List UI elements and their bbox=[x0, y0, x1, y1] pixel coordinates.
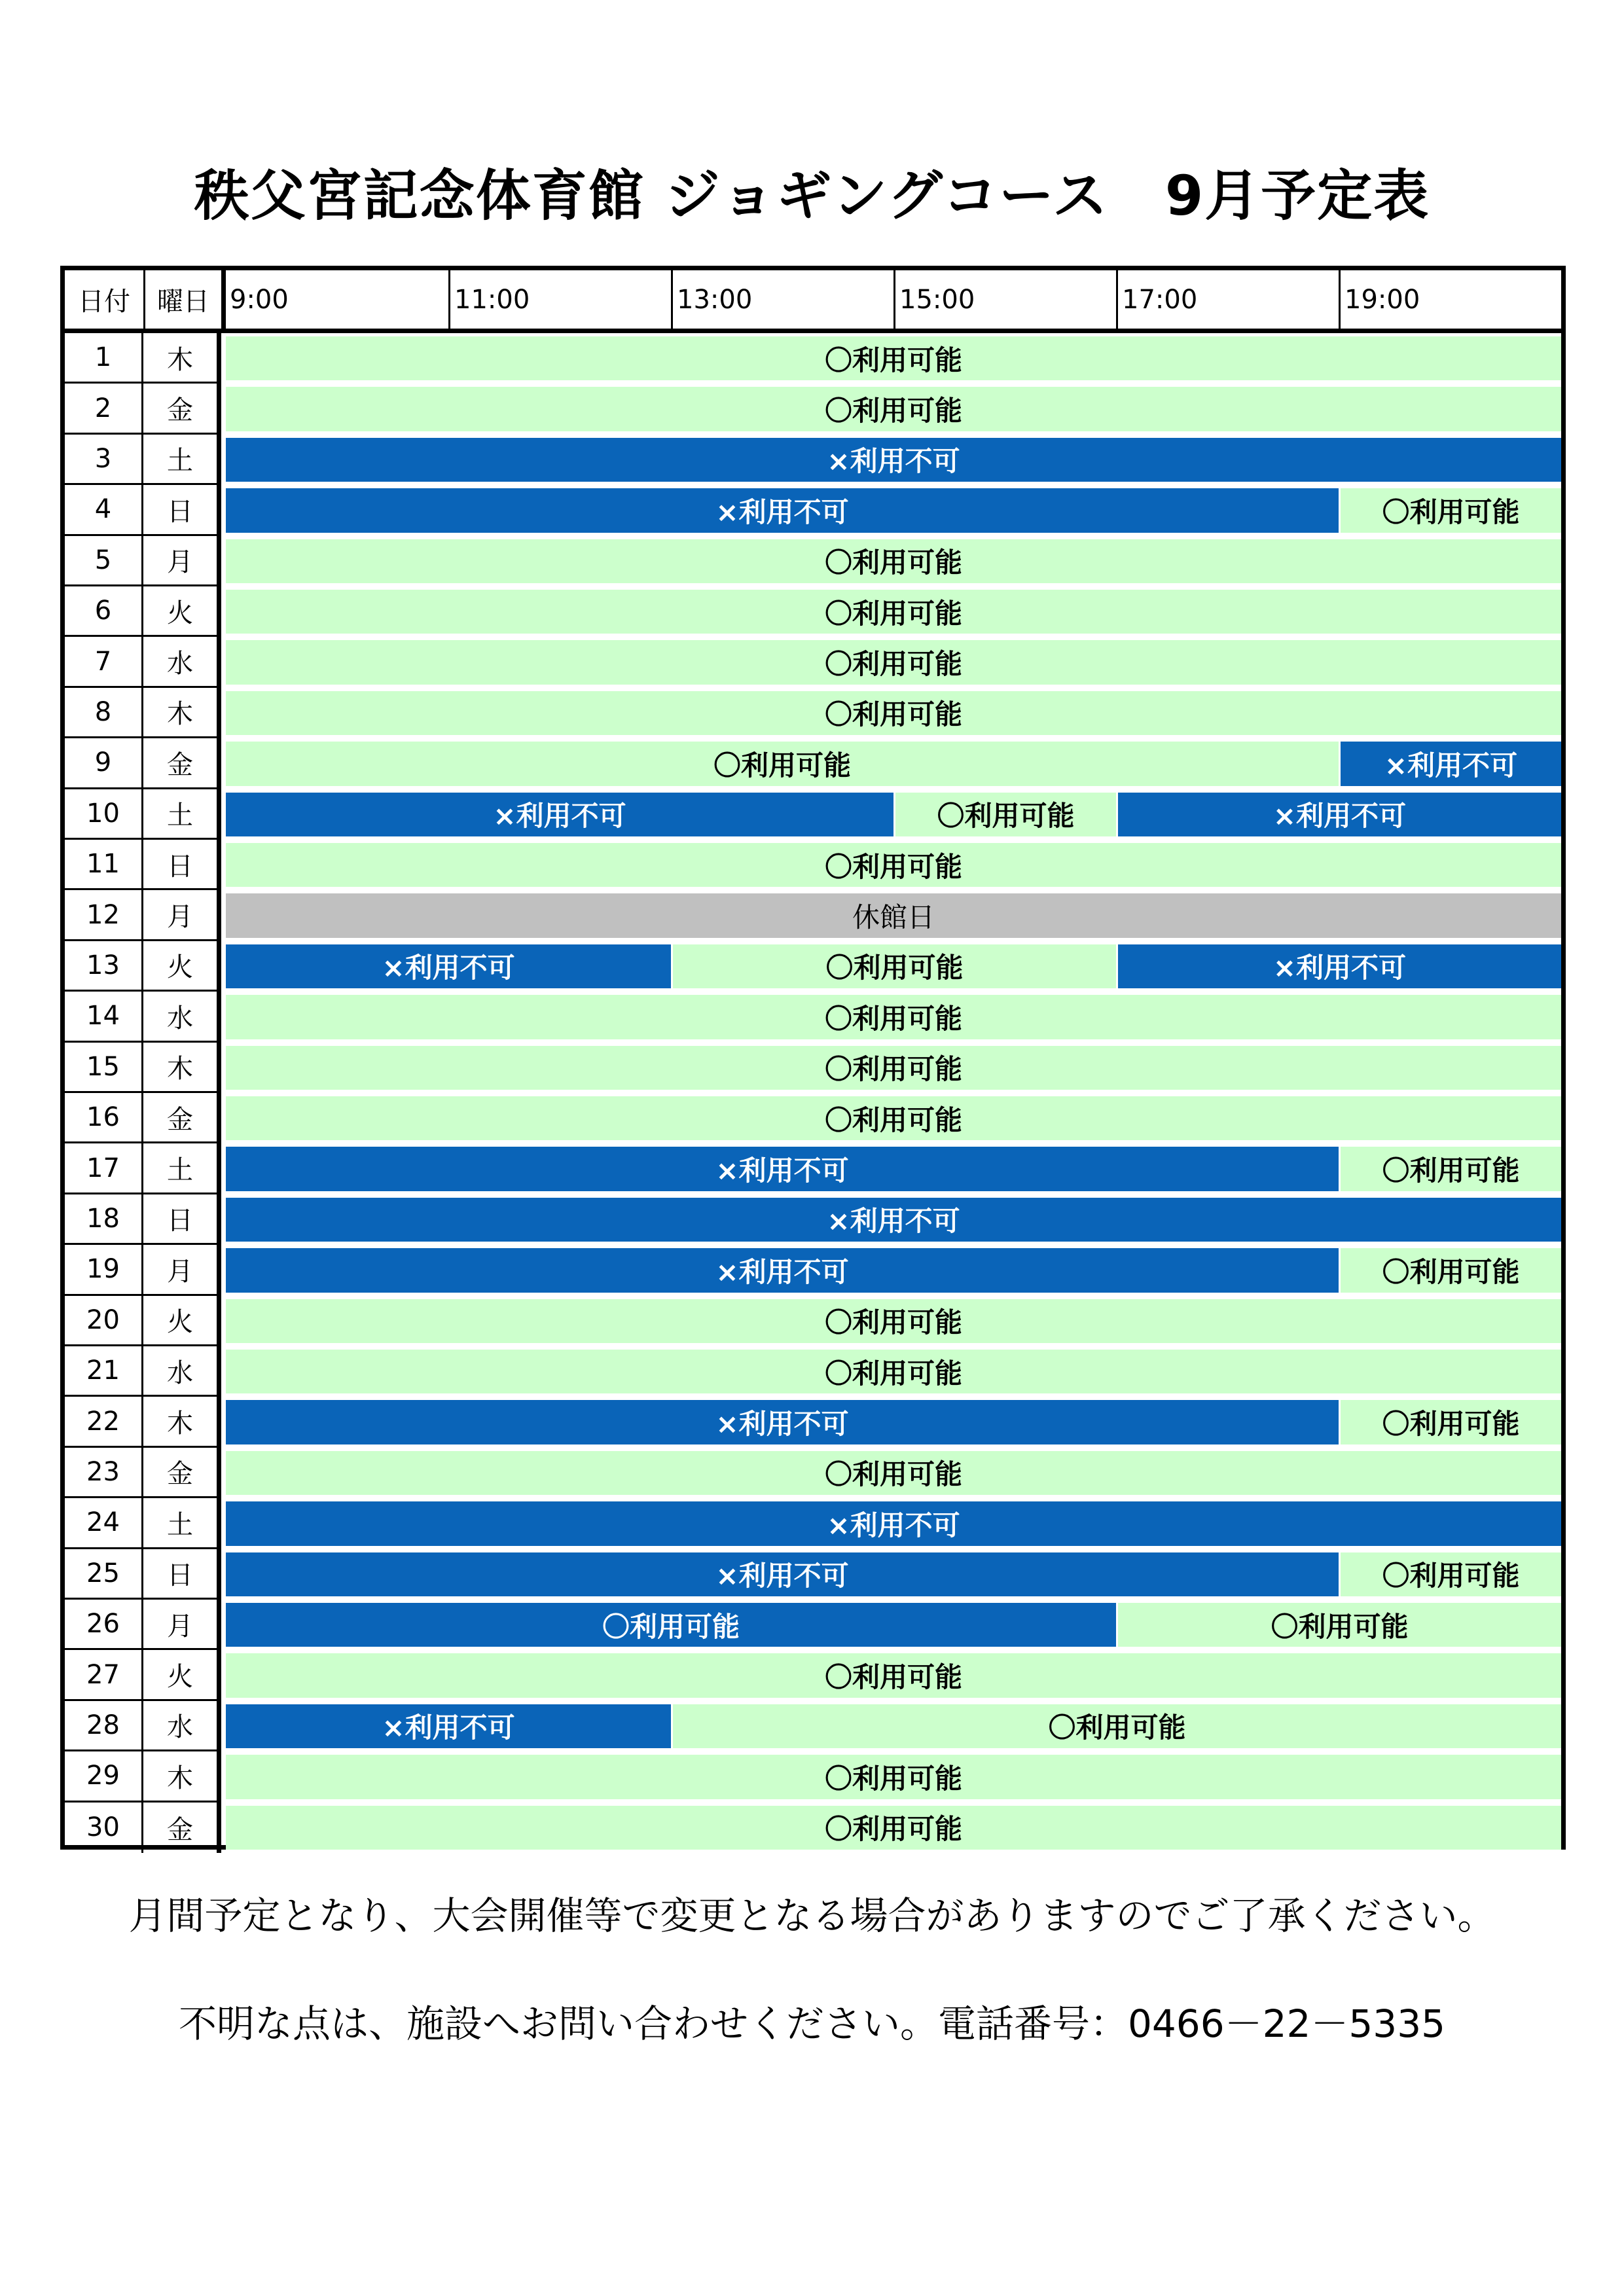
table-row bbox=[65, 1093, 1561, 1143]
table-row bbox=[65, 637, 1561, 687]
table-row bbox=[65, 992, 1561, 1042]
row-weekday: 金 bbox=[143, 1803, 221, 1853]
page-title: 秩父宮記念体育館 ジョギングコース 9月予定表 bbox=[194, 164, 1430, 228]
note-contact: 不明な点は、施設へお問い合わせください。電話番号：0466－22－5335 bbox=[178, 2001, 1446, 2046]
slot-available: 〇利用可能 bbox=[673, 1704, 1561, 1748]
row-weekday: 水 bbox=[143, 637, 221, 687]
slot-closed: 休館日 bbox=[226, 893, 1561, 937]
table-row bbox=[65, 485, 1561, 535]
table-row bbox=[65, 688, 1561, 738]
table-row bbox=[65, 1650, 1561, 1700]
slot-available: 〇利用可能 bbox=[895, 793, 1116, 836]
row-date: 19 bbox=[65, 1245, 143, 1295]
table-row bbox=[65, 586, 1561, 637]
row-weekday: 金 bbox=[143, 738, 221, 789]
slot-available: 〇利用可能 bbox=[226, 387, 1561, 431]
slot-available: 〇利用可能 bbox=[1341, 1147, 1561, 1191]
row-weekday: 木 bbox=[143, 1397, 221, 1447]
header-day: 曜日 bbox=[143, 270, 221, 329]
row-weekday: 火 bbox=[143, 586, 221, 637]
row-date: 28 bbox=[65, 1701, 143, 1751]
row-weekday: 月 bbox=[143, 1600, 221, 1650]
row-weekday: 木 bbox=[143, 688, 221, 738]
slot-available: 〇利用可能 bbox=[226, 1653, 1561, 1697]
slot-available: 〇利用可能 bbox=[226, 336, 1561, 380]
row-date: 15 bbox=[65, 1043, 143, 1093]
slot-available: 〇利用可能 bbox=[1341, 488, 1561, 532]
slot-available: 〇利用可能 bbox=[1341, 1552, 1561, 1596]
row-weekday: 土 bbox=[143, 435, 221, 485]
slot-available: 〇利用可能 bbox=[226, 843, 1561, 887]
table-row bbox=[65, 789, 1561, 840]
table-row bbox=[65, 384, 1561, 434]
table-row bbox=[65, 1600, 1561, 1650]
slot-unavailable: ×利用不可 bbox=[226, 793, 893, 836]
row-date: 17 bbox=[65, 1143, 143, 1194]
slot-unavailable: ×利用不可 bbox=[1118, 793, 1561, 836]
slot-available: 〇利用可能 bbox=[226, 691, 1561, 735]
slot-unavailable: ×利用不可 bbox=[226, 1147, 1339, 1191]
row-weekday: 金 bbox=[143, 384, 221, 434]
slot-available: 〇利用可能 bbox=[226, 1806, 1561, 1850]
slot-unavailable: ×利用不可 bbox=[226, 1501, 1561, 1545]
row-weekday: 水 bbox=[143, 1701, 221, 1751]
table-row bbox=[65, 1397, 1561, 1447]
row-date: 21 bbox=[65, 1346, 143, 1397]
row-weekday: 火 bbox=[143, 1296, 221, 1346]
row-weekday: 月 bbox=[143, 890, 221, 941]
table-row bbox=[65, 536, 1561, 586]
slot-available: 〇利用可能 bbox=[226, 1451, 1561, 1495]
row-date: 4 bbox=[65, 485, 143, 535]
row-date: 2 bbox=[65, 384, 143, 434]
header-time-1900: 19:00 bbox=[1339, 270, 1561, 329]
row-date: 9 bbox=[65, 738, 143, 789]
row-date: 11 bbox=[65, 840, 143, 890]
row-date: 20 bbox=[65, 1296, 143, 1346]
note-schedule-change: 月間予定となり、大会開催等で変更となる場合がありますのでご了承ください。 bbox=[128, 1893, 1496, 1938]
row-weekday: 日 bbox=[143, 840, 221, 890]
row-date: 27 bbox=[65, 1650, 143, 1700]
slot-unavailable: ×利用不可 bbox=[226, 1198, 1561, 1242]
slot-available: 〇利用可能 bbox=[226, 995, 1561, 1039]
slot-available: 〇利用可能 bbox=[1341, 1400, 1561, 1444]
slot-unavailable: ×利用不可 bbox=[226, 1400, 1339, 1444]
slot-unavailable: ×利用不可 bbox=[1118, 944, 1561, 988]
row-date: 22 bbox=[65, 1397, 143, 1447]
row-weekday: 日 bbox=[143, 485, 221, 535]
table-row bbox=[65, 1701, 1561, 1751]
row-date: 16 bbox=[65, 1093, 143, 1143]
table-row bbox=[65, 890, 1561, 941]
table-row bbox=[65, 1498, 1561, 1549]
row-date: 8 bbox=[65, 688, 143, 738]
row-date: 13 bbox=[65, 941, 143, 992]
table-row bbox=[65, 1245, 1561, 1295]
row-weekday: 月 bbox=[143, 1245, 221, 1295]
row-weekday: 日 bbox=[143, 1194, 221, 1245]
table-row bbox=[65, 333, 1561, 384]
row-date: 29 bbox=[65, 1751, 143, 1802]
slot-available: 〇利用可能 bbox=[226, 1299, 1561, 1343]
table-header bbox=[65, 270, 1561, 333]
row-weekday: 火 bbox=[143, 1650, 221, 1700]
row-date: 5 bbox=[65, 536, 143, 586]
row-weekday: 土 bbox=[143, 789, 221, 840]
slot-available: 〇利用可能 bbox=[1118, 1603, 1561, 1647]
table-row bbox=[65, 1448, 1561, 1498]
slot-available: 〇利用可能 bbox=[226, 640, 1561, 684]
table-row bbox=[65, 1346, 1561, 1397]
row-date: 10 bbox=[65, 789, 143, 840]
slot-available: 〇利用可能 bbox=[226, 1046, 1561, 1090]
slot-available: 〇利用可能 bbox=[226, 590, 1561, 634]
table-row bbox=[65, 1194, 1561, 1245]
row-date: 1 bbox=[65, 333, 143, 384]
header-time-1700: 17:00 bbox=[1116, 270, 1339, 329]
slot-available: 〇利用可能 bbox=[226, 539, 1561, 583]
slot-available: 〇利用可能 bbox=[226, 1755, 1561, 1799]
slot-unavailable: ×利用不可 bbox=[226, 1248, 1339, 1292]
header-time-1500: 15:00 bbox=[893, 270, 1116, 329]
table-row bbox=[65, 1143, 1561, 1194]
header-time-900: 9:00 bbox=[221, 270, 448, 329]
slot-unavailable: ×利用不可 bbox=[226, 1704, 671, 1748]
row-weekday: 金 bbox=[143, 1448, 221, 1498]
table-row bbox=[65, 1751, 1561, 1802]
table-row bbox=[65, 1803, 1561, 1853]
table-row bbox=[65, 941, 1561, 992]
slot-unavailable: ×利用不可 bbox=[226, 488, 1339, 532]
slot-available: 〇利用可能 bbox=[226, 1350, 1561, 1393]
table-row bbox=[65, 738, 1561, 789]
row-date: 30 bbox=[65, 1803, 143, 1853]
schedule-table bbox=[60, 266, 1566, 1850]
slot-unavailable: ×利用不可 bbox=[226, 1552, 1339, 1596]
row-date: 7 bbox=[65, 637, 143, 687]
slot-available: 〇利用可能 bbox=[673, 944, 1116, 988]
row-weekday: 水 bbox=[143, 992, 221, 1042]
row-date: 6 bbox=[65, 586, 143, 637]
header-date: 日付 bbox=[78, 287, 130, 317]
table-row bbox=[65, 1296, 1561, 1346]
row-weekday: 日 bbox=[143, 1549, 221, 1600]
row-date: 25 bbox=[65, 1549, 143, 1600]
slot-available: 〇利用可能 bbox=[1341, 1248, 1561, 1292]
slot-available: 〇利用可能 bbox=[226, 742, 1339, 785]
slot-available: 〇利用可能 bbox=[226, 1096, 1561, 1140]
table-row bbox=[65, 840, 1561, 890]
row-weekday: 木 bbox=[143, 333, 221, 384]
slot-unavailable: ×利用不可 bbox=[226, 944, 671, 988]
header-time-1300: 13:00 bbox=[671, 270, 893, 329]
row-date: 18 bbox=[65, 1194, 143, 1245]
row-date: 24 bbox=[65, 1498, 143, 1549]
header-time-1100: 11:00 bbox=[448, 270, 671, 329]
row-weekday: 木 bbox=[143, 1751, 221, 1802]
row-weekday: 火 bbox=[143, 941, 221, 992]
row-date: 26 bbox=[65, 1600, 143, 1650]
row-weekday: 土 bbox=[143, 1498, 221, 1549]
table-row bbox=[65, 435, 1561, 485]
row-date: 23 bbox=[65, 1448, 143, 1498]
row-weekday: 木 bbox=[143, 1043, 221, 1093]
slot-unavailable: ×利用不可 bbox=[1341, 742, 1561, 785]
row-date: 3 bbox=[65, 435, 143, 485]
table-row bbox=[65, 1043, 1561, 1093]
slot-available: 〇利用可能 bbox=[226, 1603, 1116, 1647]
row-date: 14 bbox=[65, 992, 143, 1042]
row-weekday: 水 bbox=[143, 1346, 221, 1397]
table-row bbox=[65, 1549, 1561, 1600]
row-weekday: 土 bbox=[143, 1143, 221, 1194]
row-weekday: 金 bbox=[143, 1093, 221, 1143]
row-weekday: 月 bbox=[143, 536, 221, 586]
row-date: 12 bbox=[65, 890, 143, 941]
slot-unavailable: ×利用不可 bbox=[226, 438, 1561, 482]
